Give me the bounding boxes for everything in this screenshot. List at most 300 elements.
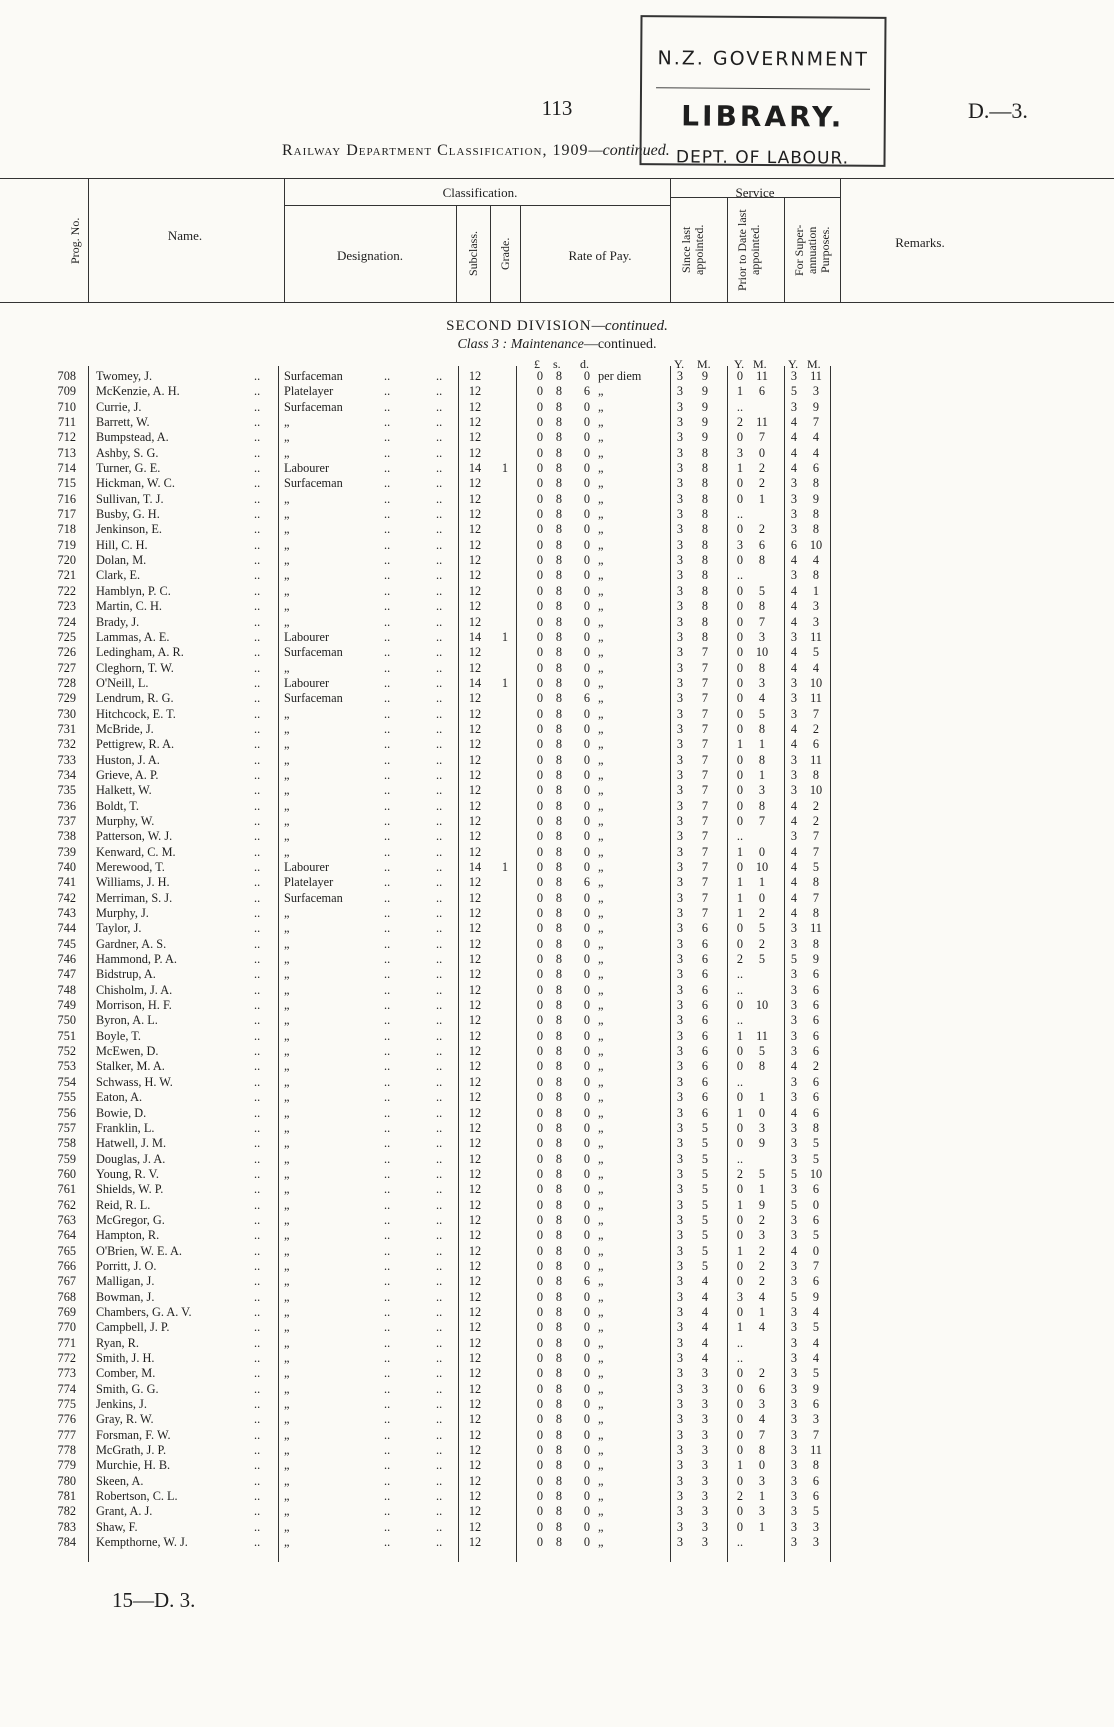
- cell-pay-pence: 0: [583, 445, 591, 460]
- cell-name: Merewood, T.: [96, 860, 165, 874]
- cell-super-months: 6: [812, 1274, 820, 1289]
- cell-subclass: 12: [468, 507, 482, 522]
- cell-super-months: 7: [812, 844, 820, 859]
- leader-dots: ..: [384, 445, 391, 460]
- cell-prog-no: 728: [57, 675, 76, 690]
- unit-super-years: Y.: [788, 357, 799, 371]
- cell-subclass: 12: [468, 1074, 482, 1089]
- leader-dots: ..: [436, 507, 443, 522]
- cell-super-months: 6: [812, 737, 820, 752]
- table-row: [0, 860, 1114, 875]
- cell-name: Halkett, W.: [96, 783, 152, 798]
- cell-prior-years: 0: [736, 476, 744, 491]
- cell-prior-years: 2: [736, 1166, 744, 1181]
- leader-dots: ..: [436, 1381, 443, 1396]
- leader-dots: ..: [436, 1212, 443, 1227]
- cell-name: O'Brien, W. E. A.: [96, 1243, 182, 1258]
- col-header-since-last: Since last appointed.: [679, 224, 706, 276]
- cell-since-months: 6: [701, 936, 709, 951]
- cell-pay-shillings: 8: [555, 1458, 563, 1473]
- cell-designation: „: [284, 1074, 290, 1089]
- cell-name: Skeen, A.: [96, 1473, 144, 1488]
- cell-prog-no: 750: [57, 1013, 76, 1028]
- cell-since-years: 3: [676, 1182, 684, 1197]
- table-row: [0, 753, 1114, 768]
- cell-pay-shillings: 8: [555, 721, 563, 736]
- stamp-line-2: LIBRARY.: [681, 99, 845, 134]
- cell-since-months: 7: [701, 829, 709, 844]
- cell-name: Campbell, J. P.: [96, 1320, 170, 1335]
- cell-pay-pence: 0: [583, 522, 591, 537]
- leader-dots: ..: [254, 415, 261, 430]
- cell-pay-pence: 0: [583, 507, 591, 522]
- leader-dots: ..: [254, 660, 261, 675]
- cell-super-months: 7: [812, 706, 820, 721]
- cell-super-years: 4: [790, 445, 798, 460]
- leader-dots: ..: [384, 998, 391, 1013]
- cell-pay-shillings: 8: [555, 1535, 563, 1550]
- cell-subclass: 12: [468, 369, 482, 383]
- cell-prog-no: 718: [57, 522, 76, 537]
- cell-pay-pounds: 0: [536, 476, 544, 491]
- cell-since-months: 9: [701, 430, 709, 445]
- leader-dots: ..: [436, 660, 443, 675]
- leader-dots: ..: [384, 415, 391, 430]
- class-name: Maintenance: [510, 337, 584, 352]
- cell-subclass: 12: [468, 921, 482, 936]
- leader-dots: ..: [254, 1412, 261, 1427]
- leader-dots: ..: [384, 1412, 391, 1427]
- leader-dots: ..: [254, 461, 261, 476]
- leader-dots: ..: [254, 614, 261, 629]
- leader-dots: ..: [436, 875, 443, 890]
- cell-subclass: 12: [468, 1320, 482, 1335]
- leader-dots: ..: [254, 1519, 261, 1534]
- cell-pay-period: „: [598, 1443, 604, 1458]
- cell-super-years: 3: [790, 1519, 798, 1534]
- cell-name: Cleghorn, T. W.: [96, 660, 174, 675]
- leader-dots: ..: [384, 399, 391, 414]
- cell-prog-no: 713: [57, 445, 76, 460]
- leader-dots: ..: [436, 1197, 443, 1212]
- cell-pay-period: „: [598, 844, 604, 859]
- cell-super-years: 3: [790, 629, 798, 644]
- cell-since-months: 6: [701, 1013, 709, 1028]
- cell-since-years: 3: [676, 952, 684, 967]
- cell-prior-years: 1: [736, 384, 744, 399]
- table-row: [0, 937, 1114, 952]
- cell-super-months: 9: [812, 399, 820, 414]
- cell-super-months: 2: [812, 813, 820, 828]
- cell-pay-period: „: [598, 629, 604, 644]
- leader-dots: ..: [436, 1243, 443, 1258]
- cell-pay-pounds: 0: [536, 445, 544, 460]
- cell-subclass: 12: [468, 568, 482, 583]
- cell-prior-years: 0: [736, 998, 744, 1013]
- cell-super-years: 4: [790, 844, 798, 859]
- cell-pay-period: „: [598, 599, 604, 614]
- class-heading: [0, 337, 1114, 353]
- leader-dots: ..: [254, 645, 261, 660]
- cell-pay-shillings: 8: [555, 1074, 563, 1089]
- cell-prog-no: 784: [57, 1535, 76, 1550]
- cell-since-years: 3: [676, 599, 684, 614]
- cell-designation: „: [284, 798, 290, 813]
- cell-prior-years: 0: [736, 706, 744, 721]
- cell-pay-period: „: [598, 1028, 604, 1043]
- cell-pay-pence: 0: [583, 1473, 591, 1488]
- col-rule-7: [727, 197, 728, 302]
- cell-designation: „: [284, 1013, 290, 1028]
- cell-prior-years: 0: [736, 599, 744, 614]
- leader-dots: ..: [436, 1044, 443, 1059]
- leader-dots: ..: [254, 906, 261, 921]
- cell-pay-pence: 0: [583, 829, 591, 844]
- cell-since-months: 5: [701, 1136, 709, 1151]
- cell-name: Bowman, J.: [96, 1289, 155, 1304]
- cell-super-months: 10: [809, 675, 823, 690]
- cell-since-years: 3: [676, 1059, 684, 1074]
- cell-name: Barrett, W.: [96, 415, 150, 430]
- leader-dots: ..: [436, 1120, 443, 1135]
- leader-dots: ..: [384, 583, 391, 598]
- cell-pay-period: „: [598, 1366, 604, 1381]
- cell-pay-shillings: 8: [555, 476, 563, 491]
- cell-pay-pounds: 0: [536, 1274, 544, 1289]
- cell-pay-period: „: [598, 952, 604, 967]
- cell-prog-no: 723: [57, 599, 76, 614]
- table-row: [0, 1121, 1114, 1136]
- leader-dots: ..: [384, 767, 391, 782]
- cell-prog-no: 766: [57, 1258, 76, 1273]
- cell-pay-pence: 0: [583, 583, 591, 598]
- cell-subclass: 12: [468, 1151, 482, 1166]
- leader-dots: ..: [254, 1381, 261, 1396]
- cell-prior-years: 0: [736, 1412, 744, 1427]
- cell-prior-months: 0: [758, 844, 766, 859]
- col-rule-6: [670, 178, 671, 302]
- stamp-rule: [656, 87, 870, 89]
- cell-super-months: 7: [812, 829, 820, 844]
- cell-super-months: 3: [812, 1412, 820, 1427]
- cell-designation: „: [284, 1381, 290, 1396]
- cell-name: Kenward, C. M.: [96, 844, 176, 859]
- cell-name: Murphy, J.: [96, 906, 149, 921]
- cell-pay-shillings: 8: [555, 890, 563, 905]
- leader-dots: ..: [254, 829, 261, 844]
- leader-dots: ..: [436, 1458, 443, 1473]
- cell-designation: „: [284, 1105, 290, 1120]
- cell-name: Jenkins, J.: [96, 1397, 147, 1412]
- leader-dots: ..: [436, 1166, 443, 1181]
- leader-dots: ..: [384, 921, 391, 936]
- cell-super-years: 3: [790, 476, 798, 491]
- cell-super-years: 4: [790, 415, 798, 430]
- cell-super-months: 5: [812, 1320, 820, 1335]
- leader-dots: ..: [384, 675, 391, 690]
- class-continued: —continued.: [583, 337, 657, 352]
- cell-subclass: 12: [468, 691, 482, 706]
- cell-pay-shillings: 8: [555, 1443, 563, 1458]
- cell-prior-months: 8: [758, 1059, 766, 1074]
- cell-subclass: 12: [468, 1044, 482, 1059]
- cell-super-years: 3: [790, 491, 798, 506]
- cell-prog-no: 737: [57, 813, 76, 828]
- cell-subclass: 12: [468, 1120, 482, 1135]
- cell-super-months: 8: [812, 522, 820, 537]
- cell-super-months: 9: [812, 1381, 820, 1396]
- cell-subclass: 12: [468, 1489, 482, 1504]
- cell-super-years: 3: [790, 1535, 798, 1550]
- cell-name: Morrison, H. F.: [96, 998, 172, 1013]
- table-row: [0, 1106, 1114, 1121]
- cell-prior-years: ..: [736, 568, 744, 583]
- cell-since-months: 4: [701, 1274, 709, 1289]
- cell-pay-pounds: 0: [536, 783, 544, 798]
- cell-super-years: 4: [790, 660, 798, 675]
- leader-dots: ..: [384, 691, 391, 706]
- cell-pay-pounds: 0: [536, 399, 544, 414]
- cell-prog-no: 781: [57, 1489, 76, 1504]
- leader-dots: ..: [384, 1258, 391, 1273]
- cell-prior-years: 1: [736, 1028, 744, 1043]
- leader-dots: ..: [254, 1335, 261, 1350]
- cell-pay-pence: 0: [583, 399, 591, 414]
- leader-dots: ..: [254, 1074, 261, 1089]
- leader-dots: ..: [254, 1443, 261, 1458]
- cell-super-years: 4: [790, 737, 798, 752]
- cell-subclass: 12: [468, 614, 482, 629]
- cell-prior-years: 0: [736, 583, 744, 598]
- cell-since-years: 3: [676, 1090, 684, 1105]
- cell-designation: „: [284, 1289, 290, 1304]
- cell-prior-years: 0: [736, 1228, 744, 1243]
- cell-pay-period: „: [598, 1412, 604, 1427]
- cell-prog-no: 717: [57, 507, 76, 522]
- cell-pay-shillings: 8: [555, 599, 563, 614]
- table-row: [0, 722, 1114, 737]
- cell-pay-shillings: 8: [555, 1504, 563, 1519]
- cell-pay-pence: 0: [583, 813, 591, 828]
- cell-since-months: 4: [701, 1335, 709, 1350]
- table-row: [0, 599, 1114, 614]
- table-row: [0, 538, 1114, 553]
- cell-designation: „: [284, 1182, 290, 1197]
- leader-dots: ..: [254, 798, 261, 813]
- leader-dots: ..: [384, 706, 391, 721]
- table-row: [0, 661, 1114, 676]
- cell-subclass: 12: [468, 1289, 482, 1304]
- leader-dots: ..: [254, 553, 261, 568]
- cell-since-months: 8: [701, 491, 709, 506]
- cell-since-years: 3: [676, 813, 684, 828]
- cell-pay-pence: 0: [583, 660, 591, 675]
- table-row: [0, 461, 1114, 476]
- cell-super-years: 4: [790, 645, 798, 660]
- cell-since-months: 3: [701, 1519, 709, 1534]
- leader-dots: ..: [436, 1028, 443, 1043]
- cell-since-months: 8: [701, 583, 709, 598]
- leader-dots: ..: [384, 844, 391, 859]
- cell-super-months: 6: [812, 1074, 820, 1089]
- cell-pay-period: „: [598, 522, 604, 537]
- header-bottom-rule: [0, 302, 1114, 303]
- unit-pounds: £: [534, 357, 540, 371]
- table-row: [0, 1090, 1114, 1105]
- cell-prog-no: 748: [57, 982, 76, 997]
- cell-prior-months: 1: [758, 1090, 766, 1105]
- cell-pay-period: „: [598, 767, 604, 782]
- cell-pay-pence: 0: [583, 430, 591, 445]
- cell-pay-pounds: 0: [536, 1228, 544, 1243]
- cell-pay-pounds: 0: [536, 599, 544, 614]
- cell-subclass: 12: [468, 583, 482, 598]
- cell-designation: Labourer: [284, 675, 330, 690]
- cell-prior-months: 8: [758, 798, 766, 813]
- cell-super-years: 3: [790, 982, 798, 997]
- leader-dots: ..: [254, 952, 261, 967]
- unit-super-months: M.: [807, 357, 821, 371]
- cell-since-months: 5: [701, 1243, 709, 1258]
- cell-super-months: 0: [812, 1243, 820, 1258]
- cell-name: Eaton, A.: [96, 1090, 143, 1105]
- cell-prior-years: 0: [736, 1381, 744, 1396]
- cell-prog-no: 738: [57, 829, 76, 844]
- cell-name: Williams, J. H.: [96, 875, 170, 890]
- leader-dots: ..: [254, 967, 261, 982]
- cell-pay-shillings: 8: [555, 860, 563, 874]
- leader-dots: ..: [384, 875, 391, 890]
- cell-pay-pence: 0: [583, 952, 591, 967]
- leader-dots: ..: [254, 1197, 261, 1212]
- cell-pay-pence: 0: [583, 599, 591, 614]
- leader-dots: ..: [384, 645, 391, 660]
- leader-dots: ..: [254, 1427, 261, 1442]
- cell-pay-period: „: [598, 998, 604, 1013]
- cell-prior-months: 0: [758, 445, 766, 460]
- cell-prog-no: 721: [57, 568, 76, 583]
- cell-pay-pence: 6: [583, 384, 591, 399]
- cell-designation: Surfaceman: [284, 691, 343, 706]
- cell-prog-no: 726: [57, 645, 76, 660]
- cell-prog-no: 757: [57, 1120, 76, 1135]
- cell-pay-period: „: [598, 921, 604, 936]
- cell-prior-months: 11: [756, 1028, 768, 1043]
- cell-prog-no: 773: [57, 1366, 76, 1381]
- cell-pay-period: „: [598, 384, 604, 399]
- cell-prior-months: 8: [758, 553, 766, 568]
- cell-pay-pounds: 0: [536, 1489, 544, 1504]
- cell-pay-pounds: 0: [536, 568, 544, 583]
- cell-prior-years: 0: [736, 1519, 744, 1534]
- cell-since-months: 8: [701, 522, 709, 537]
- cell-pay-pounds: 0: [536, 829, 544, 844]
- leader-dots: ..: [254, 1212, 261, 1227]
- cell-pay-period: „: [598, 890, 604, 905]
- cell-prior-months: 7: [758, 614, 766, 629]
- cell-subclass: 12: [468, 1351, 482, 1365]
- cell-since-years: 3: [676, 798, 684, 813]
- cell-super-months: 9: [812, 491, 820, 506]
- cell-since-months: 7: [701, 783, 709, 798]
- cell-prior-months: 8: [758, 660, 766, 675]
- cell-subclass: 14: [468, 675, 482, 690]
- table-row: [0, 1351, 1114, 1366]
- cell-designation: „: [284, 752, 290, 767]
- cell-pay-pounds: 0: [536, 1197, 544, 1212]
- leader-dots: ..: [254, 1228, 261, 1243]
- cell-pay-pence: 0: [583, 860, 591, 874]
- leader-dots: ..: [254, 721, 261, 736]
- table-row: [0, 1044, 1114, 1059]
- cell-designation: „: [284, 1166, 290, 1181]
- table-row: [0, 921, 1114, 936]
- cell-pay-period: „: [598, 1473, 604, 1488]
- cell-prog-no: 729: [57, 691, 76, 706]
- cell-prior-years: ..: [736, 1151, 744, 1166]
- cell-prog-no: 722: [57, 583, 76, 598]
- running-title-continued: —continued.: [588, 142, 670, 159]
- col-rule-5: [520, 205, 521, 302]
- cell-prior-months: 2: [758, 1212, 766, 1227]
- cell-name: Hampton, R.: [96, 1228, 160, 1243]
- cell-since-months: 4: [701, 1320, 709, 1335]
- leader-dots: ..: [254, 1304, 261, 1319]
- cell-since-years: 3: [676, 998, 684, 1013]
- cell-pay-period: „: [598, 829, 604, 844]
- cell-prior-months: 11: [756, 415, 768, 430]
- col-header-designation: Designation.: [336, 248, 404, 263]
- cell-super-years: 3: [790, 1182, 798, 1197]
- cell-super-months: 6: [812, 967, 820, 982]
- cell-since-months: 3: [701, 1504, 709, 1519]
- cell-designation: „: [284, 1519, 290, 1534]
- cell-name: McEwen, D.: [96, 1044, 159, 1059]
- cell-since-years: 3: [676, 1151, 684, 1166]
- cell-pay-pence: 0: [583, 1535, 591, 1550]
- cell-prog-no: 735: [57, 783, 76, 798]
- cell-prior-months: 10: [755, 645, 769, 660]
- cell-name: Ashby, S. G.: [96, 445, 159, 460]
- cell-subclass: 12: [468, 1397, 482, 1412]
- leader-dots: ..: [254, 1397, 261, 1412]
- cell-since-months: 7: [701, 675, 709, 690]
- cell-prior-months: 4: [758, 1412, 766, 1427]
- leader-dots: ..: [254, 491, 261, 506]
- cell-name: McGregor, G.: [96, 1212, 165, 1227]
- cell-designation: „: [284, 721, 290, 736]
- cell-designation: „: [284, 507, 290, 522]
- cell-pay-pence: 0: [583, 1151, 591, 1166]
- cell-name: Turner, G. E.: [96, 461, 161, 476]
- cell-super-months: 7: [812, 1427, 820, 1442]
- cell-prog-no: 715: [57, 476, 76, 491]
- cell-pay-pounds: 0: [536, 952, 544, 967]
- cell-prog-no: 733: [57, 752, 76, 767]
- cell-pay-period: „: [598, 568, 604, 583]
- cell-since-years: 3: [676, 1212, 684, 1227]
- cell-pay-period: „: [598, 507, 604, 522]
- cell-pay-period: „: [598, 553, 604, 568]
- col-header-prog-no: Prog. No.: [68, 217, 82, 265]
- cell-prior-years: ..: [736, 829, 744, 844]
- cell-prior-years: 0: [736, 1274, 744, 1289]
- cell-super-years: 3: [790, 399, 798, 414]
- cell-since-months: 7: [701, 721, 709, 736]
- cell-prior-months: 4: [758, 691, 766, 706]
- cell-prog-no: 775: [57, 1397, 76, 1412]
- cell-designation: „: [284, 660, 290, 675]
